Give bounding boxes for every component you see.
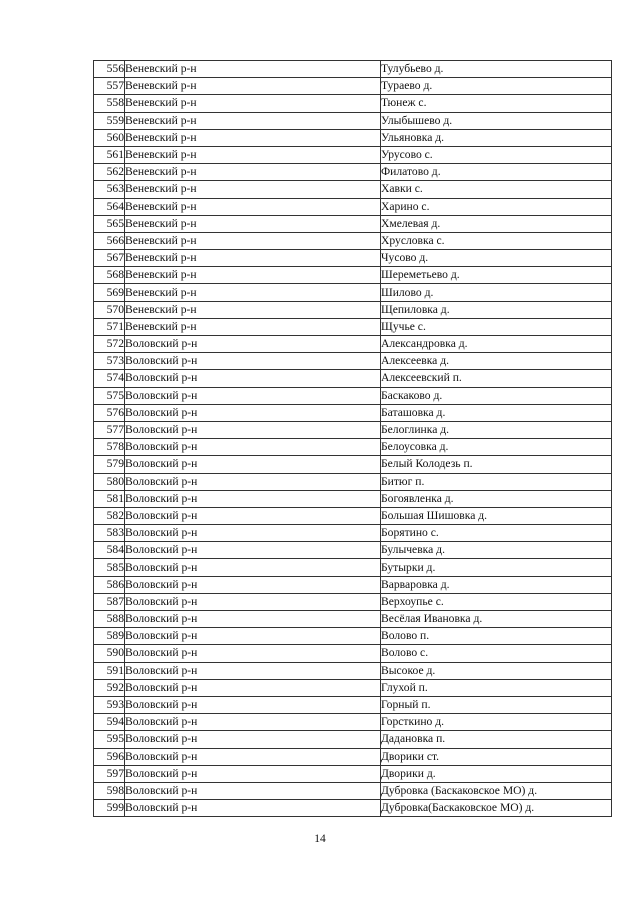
table-row — [94, 61, 612, 78]
district-cell: Воловский р-н — [125, 662, 381, 679]
table-row — [94, 800, 612, 817]
district-cell: Воловский р-н — [125, 765, 381, 782]
settlement-cell: Горный п. — [381, 696, 612, 713]
settlement-cell: Хавки с. — [381, 181, 612, 198]
row-number: 585 — [94, 559, 125, 576]
row-number: 558 — [94, 95, 125, 112]
settlement-cell: Улыбышево д. — [381, 112, 612, 129]
row-number: 575 — [94, 387, 125, 404]
row-number: 588 — [94, 611, 125, 628]
district-cell: Веневский р-н — [125, 267, 381, 284]
row-number: 573 — [94, 353, 125, 370]
settlement-cell: Весёлая Ивановка д. — [381, 611, 612, 628]
settlement-cell: Тулубьево д. — [381, 61, 612, 78]
district-cell: Воловский р-н — [125, 576, 381, 593]
district-cell: Воловский р-н — [125, 714, 381, 731]
table-row — [94, 628, 612, 645]
table-row — [94, 301, 612, 318]
settlement-cell: Шереметьево д. — [381, 267, 612, 284]
district-cell: Веневский р-н — [125, 232, 381, 249]
table-row — [94, 181, 612, 198]
settlement-cell: Дадановка п. — [381, 731, 612, 748]
settlement-cell: Борятино с. — [381, 525, 612, 542]
table-row — [94, 525, 612, 542]
row-number: 565 — [94, 215, 125, 232]
table-row — [94, 95, 612, 112]
table-row — [94, 645, 612, 662]
row-number: 577 — [94, 421, 125, 438]
district-cell: Воловский р-н — [125, 628, 381, 645]
district-cell: Воловский р-н — [125, 679, 381, 696]
district-cell: Веневский р-н — [125, 112, 381, 129]
row-number: 587 — [94, 593, 125, 610]
row-number: 590 — [94, 645, 125, 662]
row-number: 574 — [94, 370, 125, 387]
row-number: 561 — [94, 146, 125, 163]
table-row — [94, 714, 612, 731]
table-row — [94, 232, 612, 249]
table-row — [94, 662, 612, 679]
table-row — [94, 748, 612, 765]
table-row — [94, 112, 612, 129]
settlement-cell: Хрусловка с. — [381, 232, 612, 249]
row-number: 576 — [94, 404, 125, 421]
settlement-cell: Щучье с. — [381, 318, 612, 335]
district-cell: Воловский р-н — [125, 645, 381, 662]
table-row — [94, 542, 612, 559]
table-row — [94, 146, 612, 163]
table-row — [94, 731, 612, 748]
page-number: 14 — [314, 833, 326, 845]
district-cell: Веневский р-н — [125, 198, 381, 215]
settlement-cell: Шилово д. — [381, 284, 612, 301]
table-row — [94, 198, 612, 215]
row-number: 592 — [94, 679, 125, 696]
row-number: 556 — [94, 61, 125, 78]
row-number: 562 — [94, 164, 125, 181]
district-cell: Воловский р-н — [125, 611, 381, 628]
district-cell: Воловский р-н — [125, 748, 381, 765]
settlement-cell: Белый Колодезь п. — [381, 456, 612, 473]
table-row — [94, 78, 612, 95]
table-row — [94, 318, 612, 335]
settlement-cell: Горсткино д. — [381, 714, 612, 731]
settlement-cell: Волово с. — [381, 645, 612, 662]
settlements-table-body — [94, 61, 612, 817]
table-row — [94, 473, 612, 490]
settlement-cell: Варваровка д. — [381, 576, 612, 593]
settlement-cell: Булычевка д. — [381, 542, 612, 559]
settlement-cell: Тюнеж с. — [381, 95, 612, 112]
settlement-cell: Дубровка (Баскаковское МО) д. — [381, 782, 612, 799]
district-cell: Воловский р-н — [125, 782, 381, 799]
table-row — [94, 490, 612, 507]
settlement-cell: Волово п. — [381, 628, 612, 645]
settlement-cell: Чусово д. — [381, 250, 612, 267]
settlement-cell: Хмелевая д. — [381, 215, 612, 232]
row-number: 557 — [94, 78, 125, 95]
settlement-cell: Дубровка(Баскаковское МО) д. — [381, 800, 612, 817]
table-row — [94, 404, 612, 421]
row-number: 599 — [94, 800, 125, 817]
settlement-cell: Белоглинка д. — [381, 421, 612, 438]
district-cell: Воловский р-н — [125, 593, 381, 610]
settlement-cell: Богоявленка д. — [381, 490, 612, 507]
district-cell: Воловский р-н — [125, 473, 381, 490]
settlement-cell: Большая Шишовка д. — [381, 507, 612, 524]
settlement-cell: Щепиловка д. — [381, 301, 612, 318]
settlement-cell: Ульяновка д. — [381, 129, 612, 146]
row-number: 595 — [94, 731, 125, 748]
settlement-cell: Дворики д. — [381, 765, 612, 782]
row-number: 579 — [94, 456, 125, 473]
table-row — [94, 284, 612, 301]
row-number: 570 — [94, 301, 125, 318]
settlement-cell: Александровка д. — [381, 336, 612, 353]
table-row — [94, 353, 612, 370]
row-number: 564 — [94, 198, 125, 215]
row-number: 571 — [94, 318, 125, 335]
district-cell: Воловский р-н — [125, 490, 381, 507]
table-row — [94, 611, 612, 628]
settlement-cell: Дворики ст. — [381, 748, 612, 765]
table-row — [94, 164, 612, 181]
table-row — [94, 250, 612, 267]
settlement-cell: Урусово с. — [381, 146, 612, 163]
table-row — [94, 421, 612, 438]
district-cell: Веневский р-н — [125, 61, 381, 78]
district-cell: Веневский р-н — [125, 318, 381, 335]
district-cell: Воловский р-н — [125, 336, 381, 353]
row-number: 580 — [94, 473, 125, 490]
settlement-cell: Бутырки д. — [381, 559, 612, 576]
district-cell: Веневский р-н — [125, 78, 381, 95]
district-cell: Воловский р-н — [125, 387, 381, 404]
district-cell: Веневский р-н — [125, 129, 381, 146]
district-cell: Веневский р-н — [125, 146, 381, 163]
row-number: 559 — [94, 112, 125, 129]
district-cell: Воловский р-н — [125, 800, 381, 817]
row-number: 582 — [94, 507, 125, 524]
district-cell: Веневский р-н — [125, 301, 381, 318]
settlement-cell: Харино с. — [381, 198, 612, 215]
district-cell: Воловский р-н — [125, 353, 381, 370]
table-row — [94, 267, 612, 284]
settlement-cell: Филатово д. — [381, 164, 612, 181]
row-number: 569 — [94, 284, 125, 301]
table-row — [94, 679, 612, 696]
district-cell: Воловский р-н — [125, 542, 381, 559]
row-number: 598 — [94, 782, 125, 799]
row-number: 594 — [94, 714, 125, 731]
table-row — [94, 439, 612, 456]
table-row — [94, 129, 612, 146]
district-cell: Воловский р-н — [125, 439, 381, 456]
row-number: 597 — [94, 765, 125, 782]
district-cell: Воловский р-н — [125, 421, 381, 438]
row-number: 589 — [94, 628, 125, 645]
district-cell: Воловский р-н — [125, 525, 381, 542]
table-row — [94, 782, 612, 799]
district-cell: Воловский р-н — [125, 731, 381, 748]
settlement-cell: Баскаково д. — [381, 387, 612, 404]
table-row — [94, 765, 612, 782]
district-cell: Воловский р-н — [125, 404, 381, 421]
district-cell: Веневский р-н — [125, 95, 381, 112]
table-row — [94, 215, 612, 232]
row-number: 584 — [94, 542, 125, 559]
table-row — [94, 576, 612, 593]
row-number: 560 — [94, 129, 125, 146]
settlement-cell: Верхоупье с. — [381, 593, 612, 610]
district-cell: Веневский р-н — [125, 250, 381, 267]
settlement-cell: Алексеевка д. — [381, 353, 612, 370]
settlement-cell: Белоусовка д. — [381, 439, 612, 456]
row-number: 568 — [94, 267, 125, 284]
district-cell: Воловский р-н — [125, 507, 381, 524]
district-cell: Воловский р-н — [125, 696, 381, 713]
district-cell: Воловский р-н — [125, 456, 381, 473]
table-row — [94, 336, 612, 353]
table-row — [94, 696, 612, 713]
row-number: 591 — [94, 662, 125, 679]
table-row — [94, 387, 612, 404]
table-row — [94, 507, 612, 524]
settlement-cell: Тураево д. — [381, 78, 612, 95]
district-cell: Воловский р-н — [125, 559, 381, 576]
district-cell: Веневский р-н — [125, 215, 381, 232]
row-number: 596 — [94, 748, 125, 765]
settlement-cell: Алексеевский п. — [381, 370, 612, 387]
table-row — [94, 593, 612, 610]
table-row — [94, 559, 612, 576]
settlement-cell: Баташовка д. — [381, 404, 612, 421]
row-number: 578 — [94, 439, 125, 456]
row-number: 583 — [94, 525, 125, 542]
district-cell: Воловский р-н — [125, 370, 381, 387]
table-row — [94, 370, 612, 387]
settlement-cell: Глухой п. — [381, 679, 612, 696]
settlement-cell: Битюг п. — [381, 473, 612, 490]
settlement-cell: Высокое д. — [381, 662, 612, 679]
district-cell: Веневский р-н — [125, 181, 381, 198]
table-row — [94, 456, 612, 473]
row-number: 593 — [94, 696, 125, 713]
row-number: 586 — [94, 576, 125, 593]
row-number: 581 — [94, 490, 125, 507]
row-number: 563 — [94, 181, 125, 198]
row-number: 566 — [94, 232, 125, 249]
district-cell: Веневский р-н — [125, 284, 381, 301]
district-cell: Веневский р-н — [125, 164, 381, 181]
row-number: 567 — [94, 250, 125, 267]
row-number: 572 — [94, 336, 125, 353]
settlements-table — [93, 60, 612, 817]
